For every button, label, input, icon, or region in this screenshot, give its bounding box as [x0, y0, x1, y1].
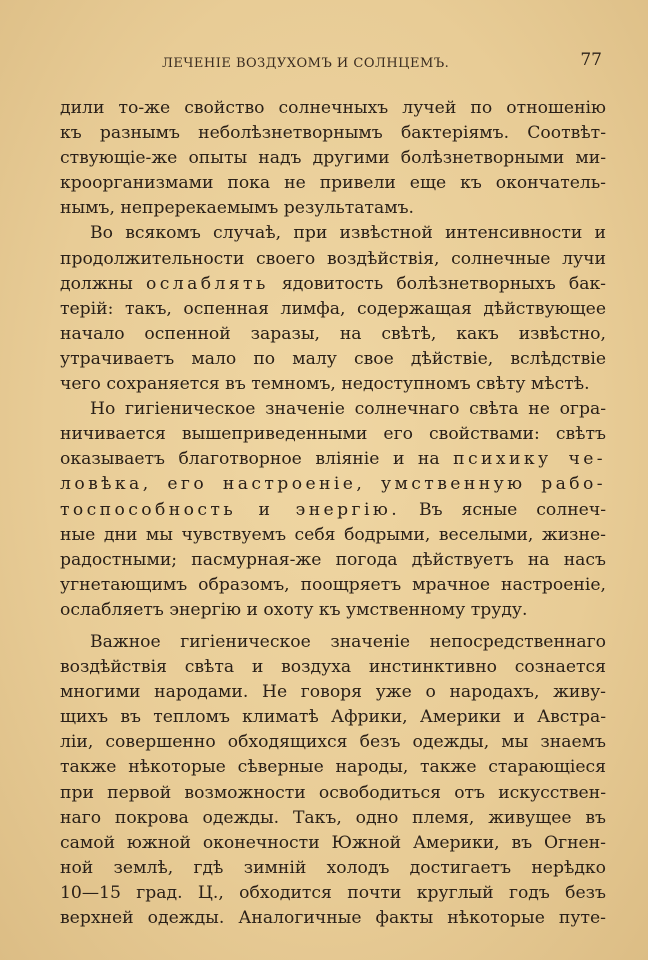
text-fragment: ядовитость болѣзнетворныхъ бак- [281, 273, 606, 294]
text-line: продолжительности своего воздѣйствія, солнечные лучи [60, 248, 606, 269]
text-line: многими народами. Не говоря уже о народахъ, живу- [60, 682, 606, 703]
text-line: также нѣкоторые сѣверные народы, также старающіеся [60, 757, 606, 778]
text-line: угнетающимъ образомъ, поощряетъ мрачное настроеніе, [60, 574, 606, 595]
text-line: ной землѣ, гдѣ зимній холодъ достигаетъ нерѣдко [60, 857, 606, 878]
text-line: ничивается вышеприведенными его свойствами: свѣтъ [60, 424, 606, 445]
text-line: верхней одежды. Аналогичные факты нѣкоторые путе- [60, 908, 606, 928]
text-line: при первой возможности освободиться отъ искусствен- [60, 782, 606, 803]
text-line: Но гигіеническое значеніе солнечнаго свѣта не огра- [90, 399, 606, 420]
spaced-emphasis: ослаблять [146, 273, 269, 294]
text-line [60, 472, 606, 497]
text-fragment: должны [60, 273, 133, 294]
text-line: 10—15 град. Ц., обходится почти круглый годъ безъ [60, 882, 606, 903]
text-line: ліи, совершенно обходящихся безъ одежды, мы знаемъ [60, 732, 606, 753]
text-line: щихъ въ тепломъ климатѣ Африки, Америки и Австра- [60, 707, 606, 728]
text-line [60, 447, 606, 472]
text-line: терій: такъ, оспенная лимфа, содержащая дѣйствующее [60, 298, 606, 319]
text-line: воздѣйствія свѣта и воздуха инстинктивно сознается [60, 657, 606, 678]
spaced-emphasis: ловѣка, его настроеніе, умственную рабо- [60, 474, 606, 495]
text-line: чего сохраняется въ темномъ, недоступномъ свѣту мѣстѣ. [60, 374, 590, 395]
text-line: кроорганизмами пока не привели еще къ окончатель- [60, 173, 606, 194]
text-line [60, 272, 606, 297]
text-line: ные дни мы чувствуемъ себя бодрыми, веселыми, жизне- [60, 524, 606, 545]
text-fragment: Въ ясные солнеч- [419, 499, 606, 520]
text-line: дили то-же свойство солнечныхъ лучей по отношенію [60, 98, 606, 118]
spaced-emphasis: психику че- [453, 449, 606, 470]
text-line: Важное гигіеническое значеніе непосредственнаго [90, 631, 606, 652]
text-line: ствующіе-же опыты надъ другими болѣзнетворными ми- [60, 148, 606, 169]
text-fragment: оказываетъ благотворное вліяніе и на [60, 449, 440, 470]
text-line: къ разнымъ неболѣзнетворнымъ бактеріямъ. Соотвѣт- [60, 123, 606, 144]
running-title: ЛЕЧЕНІЕ ВОЗДУХОМЪ И СОЛНЦЕМЪ. [162, 56, 450, 71]
text-line: радостными; пасмурная-же погода дѣйствуетъ на насъ [60, 549, 606, 570]
text-line: ослабляетъ энергію и охоту къ умственному труду. [60, 599, 528, 620]
text-line: утрачиваетъ мало по малу свое дѣйствіе, вслѣдствіе [60, 348, 606, 369]
spaced-emphasis: тоспособность и энергію. [60, 499, 401, 520]
body-text [60, 96, 606, 931]
text-line: нымъ, непререкаемымъ результатамъ. [60, 198, 414, 219]
text-line: наго покрова одежды. Такъ, одно племя, живущее въ [60, 807, 606, 828]
text-line: Во всякомъ случаѣ, при извѣстной интенсивности и [90, 223, 606, 244]
text-line: самой южной оконечности Южной Америки, въ Огнен- [60, 832, 606, 853]
page-number: 77 [580, 50, 602, 70]
text-line: начало оспенной заразы, на свѣтѣ, какъ извѣстно, [60, 323, 606, 344]
page-header [60, 50, 602, 74]
text-line [60, 498, 606, 523]
